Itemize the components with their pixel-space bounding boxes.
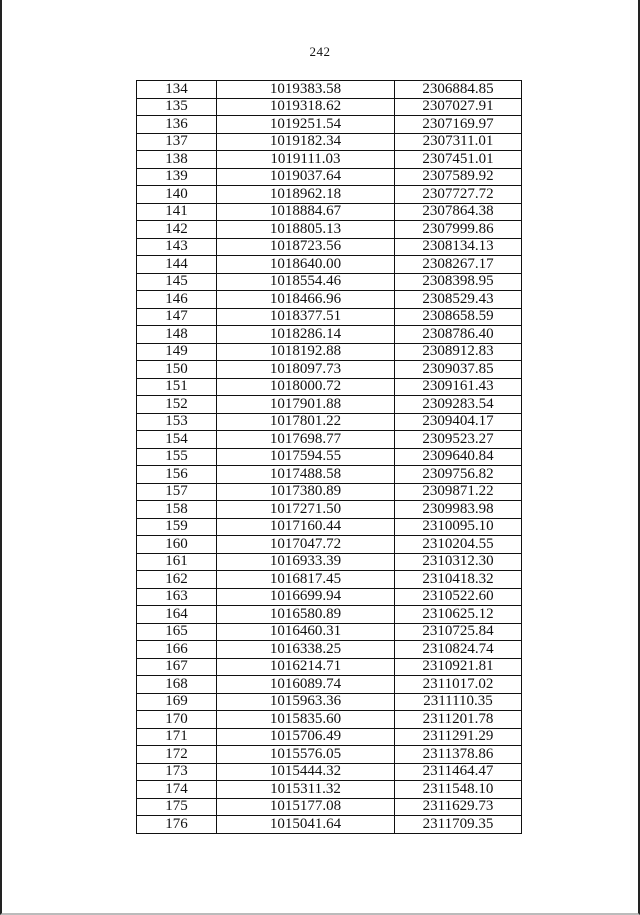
table-row [137,116,522,134]
y-coordinate-cell: 2307864.38 [395,203,522,221]
coordinates-table-body [137,81,522,834]
y-coordinate-cell: 2310625.12 [395,606,522,624]
table-row [137,308,522,326]
table-row [137,238,522,256]
y-coordinate-cell: 2308398.95 [395,273,522,291]
point-number-cell: 134 [137,81,217,99]
y-coordinate-cell: 2311201.78 [395,711,522,729]
point-number-cell: 152 [137,396,217,414]
table-row [137,711,522,729]
point-number-cell: 154 [137,431,217,449]
point-number-cell: 151 [137,378,217,396]
point-number-cell: 155 [137,448,217,466]
y-coordinate-cell: 2310522.60 [395,588,522,606]
point-number-cell: 142 [137,221,217,239]
y-coordinate-cell: 2309037.85 [395,361,522,379]
point-number-cell: 162 [137,571,217,589]
point-number-cell: 171 [137,728,217,746]
point-number-cell: 148 [137,326,217,344]
table-row [137,273,522,291]
point-number-cell: 147 [137,308,217,326]
point-number-cell: 167 [137,658,217,676]
y-coordinate-cell: 2307727.72 [395,186,522,204]
y-coordinate-cell: 2310921.81 [395,658,522,676]
y-coordinate-cell: 2307589.92 [395,168,522,186]
x-coordinate-cell: 1017047.72 [217,536,395,554]
x-coordinate-cell: 1018097.73 [217,361,395,379]
x-coordinate-cell: 1015177.08 [217,798,395,816]
point-number-cell: 146 [137,291,217,309]
x-coordinate-cell: 1018554.46 [217,273,395,291]
y-coordinate-cell: 2310418.32 [395,571,522,589]
y-coordinate-cell: 2308134.13 [395,238,522,256]
x-coordinate-cell: 1017488.58 [217,466,395,484]
x-coordinate-cell: 1017901.88 [217,396,395,414]
x-coordinate-cell: 1016460.31 [217,623,395,641]
table-row [137,133,522,151]
point-number-cell: 160 [137,536,217,554]
x-coordinate-cell: 1015835.60 [217,711,395,729]
page-number: 242 [309,44,331,59]
point-number-cell: 165 [137,623,217,641]
x-coordinate-cell: 1016338.25 [217,641,395,659]
table-row [137,291,522,309]
table-row [137,746,522,764]
table-row [137,378,522,396]
y-coordinate-cell: 2308658.59 [395,308,522,326]
table-row [137,588,522,606]
y-coordinate-cell: 2311464.47 [395,763,522,781]
point-number-cell: 161 [137,553,217,571]
point-number-cell: 136 [137,116,217,134]
x-coordinate-cell: 1016580.89 [217,606,395,624]
point-number-cell: 158 [137,501,217,519]
x-coordinate-cell: 1017698.77 [217,431,395,449]
x-coordinate-cell: 1019182.34 [217,133,395,151]
table-row [137,728,522,746]
point-number-cell: 149 [137,343,217,361]
table-row [137,483,522,501]
y-coordinate-cell: 2309283.54 [395,396,522,414]
point-number-cell: 137 [137,133,217,151]
point-number-cell: 170 [137,711,217,729]
table-row [137,658,522,676]
y-coordinate-cell: 2307451.01 [395,151,522,169]
x-coordinate-cell: 1016089.74 [217,676,395,694]
x-coordinate-cell: 1018286.14 [217,326,395,344]
table-row [137,81,522,99]
point-number-cell: 144 [137,256,217,274]
y-coordinate-cell: 2306884.85 [395,81,522,99]
point-number-cell: 174 [137,781,217,799]
table-row [137,203,522,221]
x-coordinate-cell: 1019111.03 [217,151,395,169]
x-coordinate-cell: 1015444.32 [217,763,395,781]
point-number-cell: 150 [137,361,217,379]
table-row [137,396,522,414]
x-coordinate-cell: 1018884.67 [217,203,395,221]
table-row [137,326,522,344]
table-row [137,763,522,781]
y-coordinate-cell: 2309161.43 [395,378,522,396]
coordinates-table [136,80,522,834]
x-coordinate-cell: 1018000.72 [217,378,395,396]
x-coordinate-cell: 1015706.49 [217,728,395,746]
y-coordinate-cell: 2310824.74 [395,641,522,659]
x-coordinate-cell: 1019251.54 [217,116,395,134]
table-row [137,798,522,816]
point-number-cell: 153 [137,413,217,431]
y-coordinate-cell: 2311110.35 [395,693,522,711]
x-coordinate-cell: 1019037.64 [217,168,395,186]
x-coordinate-cell: 1016214.71 [217,658,395,676]
point-number-cell: 173 [137,763,217,781]
y-coordinate-cell: 2309983.98 [395,501,522,519]
x-coordinate-cell: 1016699.94 [217,588,395,606]
table-row [137,641,522,659]
y-coordinate-cell: 2309404.17 [395,413,522,431]
point-number-cell: 172 [137,746,217,764]
y-coordinate-cell: 2309871.22 [395,483,522,501]
x-coordinate-cell: 1016933.39 [217,553,395,571]
x-coordinate-cell: 1018723.56 [217,238,395,256]
y-coordinate-cell: 2310312.30 [395,553,522,571]
table-row [137,186,522,204]
y-coordinate-cell: 2311017.02 [395,676,522,694]
point-number-cell: 163 [137,588,217,606]
x-coordinate-cell: 1018466.96 [217,291,395,309]
table-row [137,553,522,571]
x-coordinate-cell: 1018377.51 [217,308,395,326]
y-coordinate-cell: 2311548.10 [395,781,522,799]
point-number-cell: 135 [137,98,217,116]
table-row [137,693,522,711]
y-coordinate-cell: 2308786.40 [395,326,522,344]
y-coordinate-cell: 2307027.91 [395,98,522,116]
table-row [137,221,522,239]
point-number-cell: 157 [137,483,217,501]
y-coordinate-cell: 2311291.29 [395,728,522,746]
x-coordinate-cell: 1018192.88 [217,343,395,361]
y-coordinate-cell: 2307999.86 [395,221,522,239]
table-row [137,606,522,624]
y-coordinate-cell: 2308267.17 [395,256,522,274]
y-coordinate-cell: 2310095.10 [395,518,522,536]
point-number-cell: 138 [137,151,217,169]
y-coordinate-cell: 2311378.86 [395,746,522,764]
y-coordinate-cell: 2311629.73 [395,798,522,816]
y-coordinate-cell: 2310725.84 [395,623,522,641]
point-number-cell: 166 [137,641,217,659]
x-coordinate-cell: 1015041.64 [217,816,395,834]
x-coordinate-cell: 1018640.00 [217,256,395,274]
y-coordinate-cell: 2309640.84 [395,448,522,466]
y-coordinate-cell: 2307311.01 [395,133,522,151]
table-row [137,361,522,379]
table-row [137,676,522,694]
y-coordinate-cell: 2309756.82 [395,466,522,484]
point-number-cell: 169 [137,693,217,711]
point-number-cell: 140 [137,186,217,204]
x-coordinate-cell: 1017271.50 [217,501,395,519]
point-number-cell: 168 [137,676,217,694]
y-coordinate-cell: 2311709.35 [395,816,522,834]
x-coordinate-cell: 1015576.05 [217,746,395,764]
y-coordinate-cell: 2307169.97 [395,116,522,134]
y-coordinate-cell: 2310204.55 [395,536,522,554]
point-number-cell: 143 [137,238,217,256]
table-row [137,816,522,834]
table-row [137,151,522,169]
x-coordinate-cell: 1017160.44 [217,518,395,536]
table-row [137,501,522,519]
table-row [137,413,522,431]
table-row [137,448,522,466]
table-row [137,518,522,536]
x-coordinate-cell: 1019318.62 [217,98,395,116]
x-coordinate-cell: 1017594.55 [217,448,395,466]
y-coordinate-cell: 2308912.83 [395,343,522,361]
x-coordinate-cell: 1017801.22 [217,413,395,431]
point-number-cell: 145 [137,273,217,291]
table-row [137,781,522,799]
table-row [137,571,522,589]
table-row [137,431,522,449]
table-row [137,536,522,554]
point-number-cell: 175 [137,798,217,816]
table-row [137,98,522,116]
table-row [137,256,522,274]
point-number-cell: 164 [137,606,217,624]
point-number-cell: 176 [137,816,217,834]
point-number-cell: 159 [137,518,217,536]
table-row [137,343,522,361]
x-coordinate-cell: 1019383.58 [217,81,395,99]
point-number-cell: 139 [137,168,217,186]
x-coordinate-cell: 1016817.45 [217,571,395,589]
x-coordinate-cell: 1017380.89 [217,483,395,501]
y-coordinate-cell: 2309523.27 [395,431,522,449]
point-number-cell: 141 [137,203,217,221]
table-row [137,466,522,484]
x-coordinate-cell: 1018962.18 [217,186,395,204]
table-row [137,168,522,186]
point-number-cell: 156 [137,466,217,484]
table-row [137,623,522,641]
x-coordinate-cell: 1018805.13 [217,221,395,239]
x-coordinate-cell: 1015963.36 [217,693,395,711]
y-coordinate-cell: 2308529.43 [395,291,522,309]
x-coordinate-cell: 1015311.32 [217,781,395,799]
